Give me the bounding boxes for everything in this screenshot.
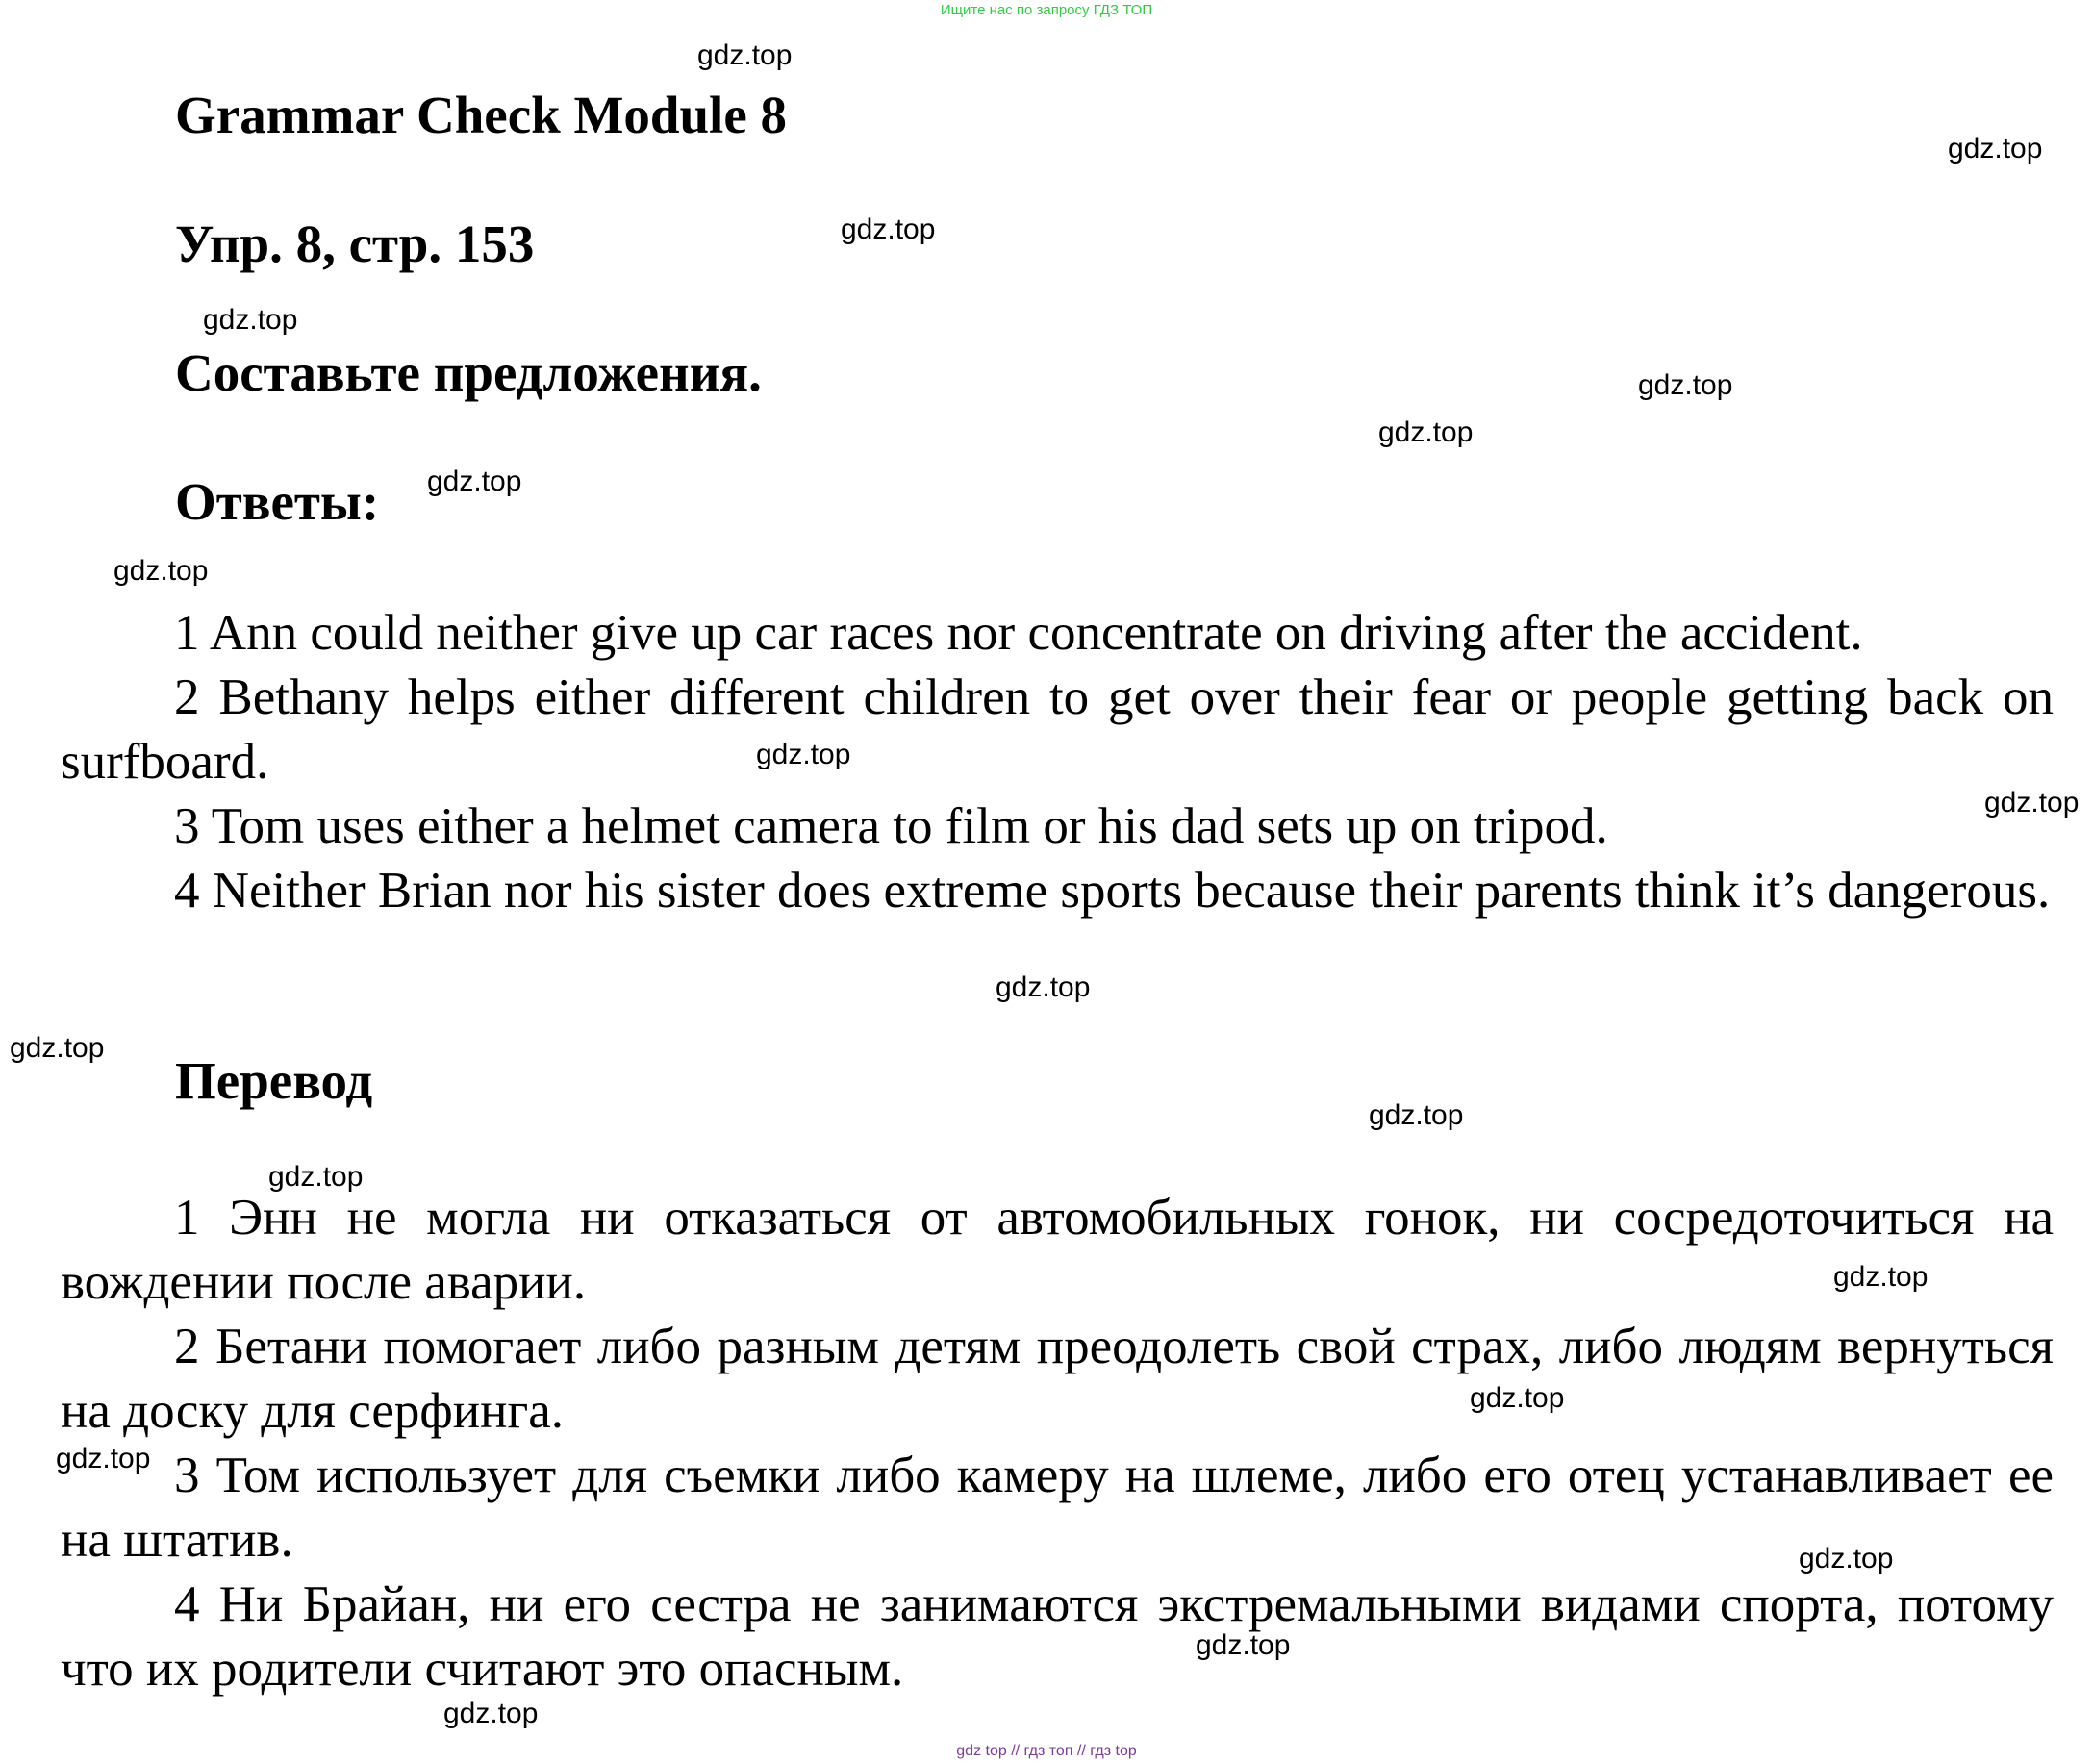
watermark: gdz.top (996, 971, 1091, 1003)
watermark: gdz.top (1378, 416, 1474, 448)
top-banner: Ищите нас по запросу ГДЗ ТОП (940, 2, 1153, 18)
watermark: gdz.top (203, 304, 298, 336)
answer-3: 3 Tom uses either a helmet camera to film or his dad sets up on tripod. (174, 798, 1608, 854)
answer-2: 2 Bethany helps either different children to get over their fear or people getting back on surfboard. (61, 669, 2054, 790)
watermark: gdz.top (56, 1443, 151, 1474)
task-heading: Составьте предложения. (175, 343, 762, 402)
page-title: Grammar Check Module 8 (175, 86, 787, 144)
watermark: gdz.top (756, 739, 851, 770)
translation-1: 1 Энн не могла ни отказаться от автомобильных гонок, ни сосредоточиться на вождении после аварии. (61, 1190, 2054, 1310)
watermark: gdz.top (268, 1161, 364, 1193)
translation-heading: Перевод (175, 1051, 373, 1110)
watermark: gdz.top (1369, 1099, 1464, 1131)
watermark: gdz.top (697, 39, 793, 71)
watermark: gdz.top (1948, 133, 2043, 164)
watermark: gdz.top (1638, 369, 1733, 401)
watermark: gdz.top (10, 1032, 105, 1064)
watermark: gdz.top (1470, 1382, 1565, 1414)
watermark: gdz.top (1984, 787, 2080, 819)
watermark: gdz.top (1833, 1261, 1929, 1293)
watermark: gdz.top (113, 555, 209, 587)
translation-2: 2 Бетани помогает либо разным детям преодолеть свой страх, либо людям вернуться на доску для серфинга. (61, 1319, 2054, 1439)
watermark: gdz.top (427, 466, 522, 497)
watermark: gdz.top (1196, 1629, 1291, 1661)
footer: gdz top // гдз топ // гдз top (956, 1743, 1137, 1759)
answer-4: 4 Neither Brian nor his sister does extreme sports because their parents think it’s dangerous. (174, 863, 2051, 919)
translation-4: 4 Ни Брайан, ни его сестра не занимаются экстремальными видами спорта, потому что их родители считают это опасным. (61, 1576, 2054, 1697)
exercise-heading: Упр. 8, стр. 153 (175, 214, 535, 273)
answers-heading: Ответы: (175, 472, 380, 531)
translation-3: 3 Том использует для съемки либо камеру на шлеме, либо его отец устанавливает ее на штатив. (61, 1448, 2054, 1568)
watermark: gdz.top (841, 214, 936, 245)
watermark: gdz.top (1799, 1543, 1894, 1575)
answer-1: 1 Ann could neither give up car races nor concentrate on driving after the accident. (174, 605, 1863, 661)
watermark: gdz.top (443, 1698, 539, 1729)
